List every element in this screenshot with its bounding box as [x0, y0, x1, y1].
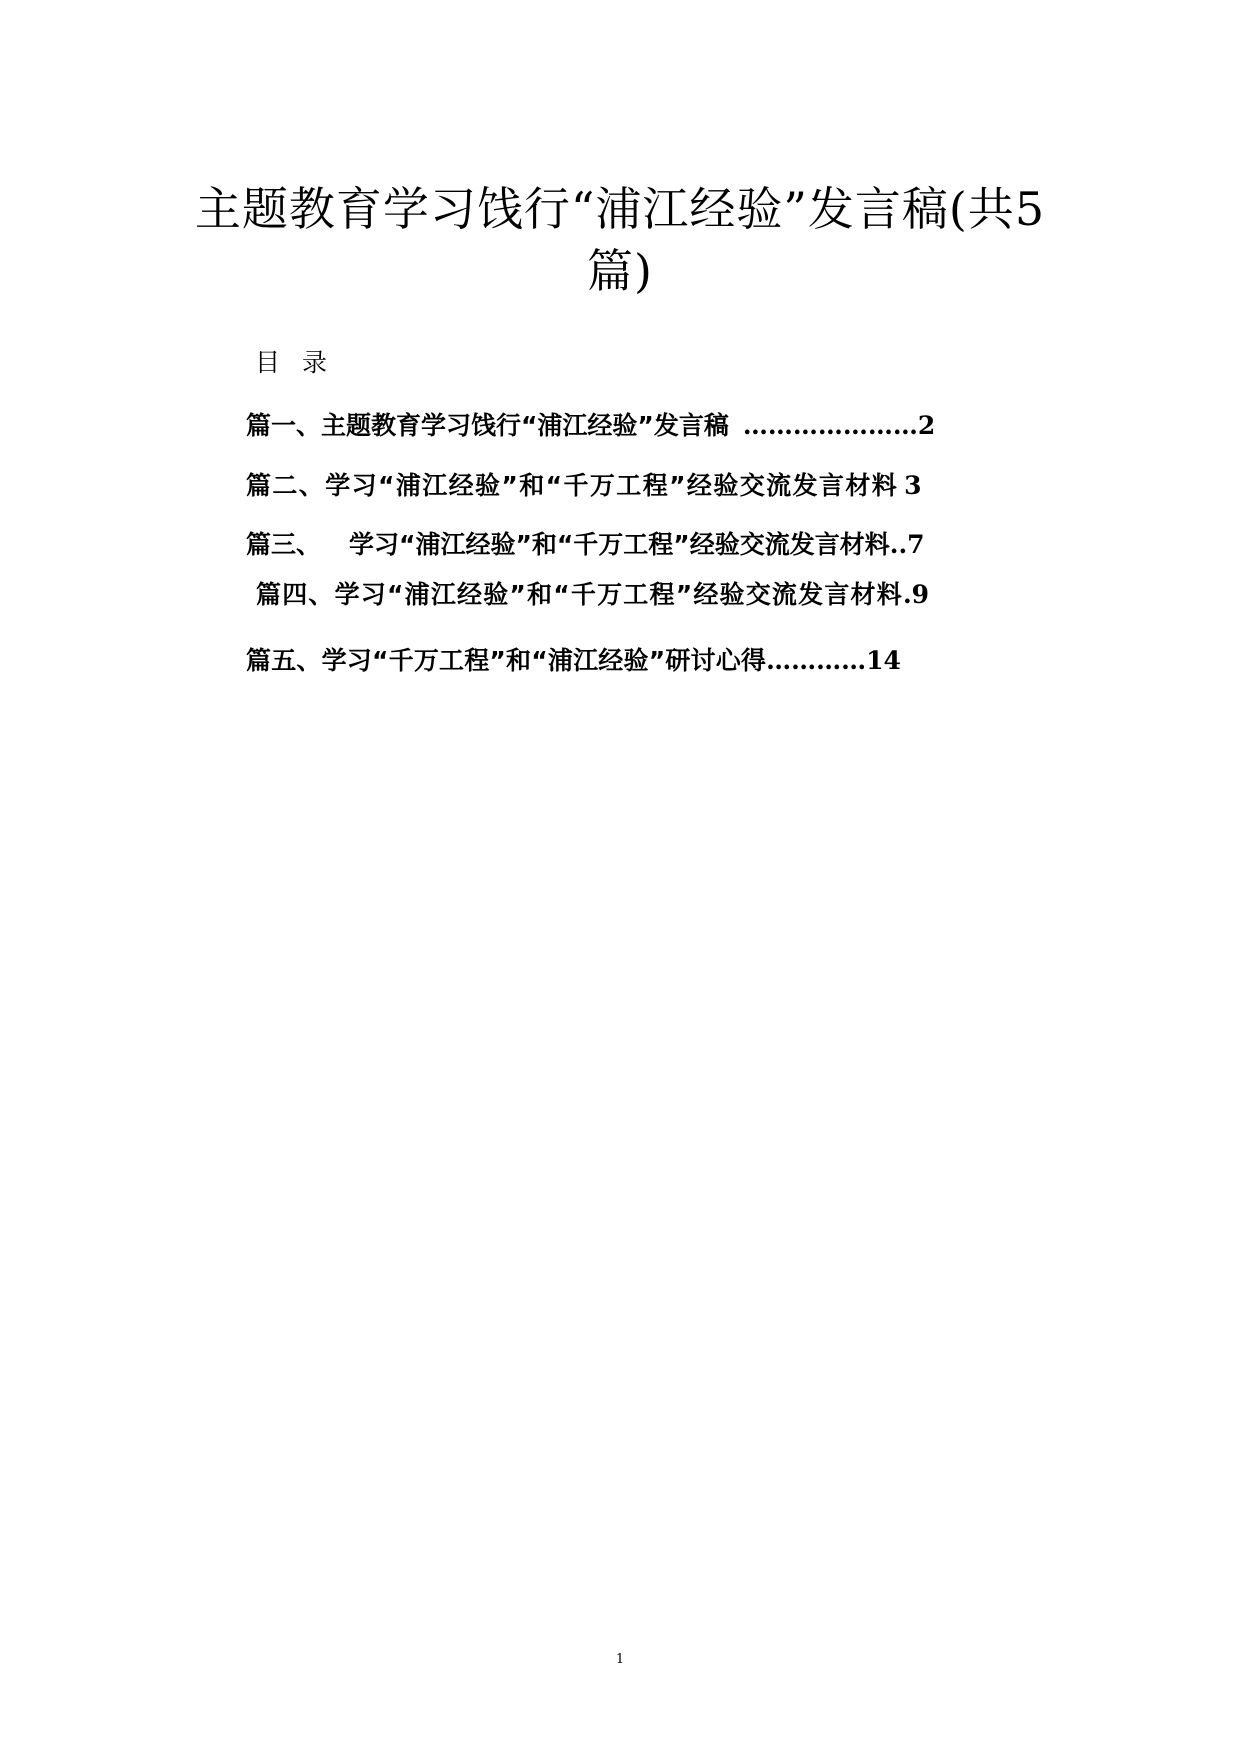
- toc-entry-leader: …………………: [742, 411, 918, 440]
- page-number: 1: [615, 1652, 625, 1667]
- toc-entry-page-number: 2: [917, 411, 936, 440]
- toc-entry-leader: ..: [889, 530, 908, 559]
- toc-entry-leader: …………: [766, 646, 867, 675]
- toc-entry-5[interactable]: [246, 644, 1050, 678]
- toc-entry-label: 篇一、主题教育学习饯行“浦江经验”发言稿: [246, 411, 729, 440]
- toc-entry-label: 篇五、学习“千万工程”和“浦江经验”研讨心得: [246, 646, 767, 675]
- toc-entry-page-number: 7: [907, 530, 925, 559]
- toc-entry-label-prefix: 篇三、: [246, 530, 322, 559]
- toc-entry-3[interactable]: [246, 528, 1050, 562]
- document-title-line-1: 主题教育学习饯行“浦江经验”发言稿(共5: [194, 182, 1046, 236]
- toc-entry-2[interactable]: [246, 469, 1050, 503]
- toc-entry-1[interactable]: [246, 409, 1050, 443]
- toc-entry-page-number: 3: [904, 471, 922, 500]
- toc-entry-label: 学习“浦江经验”和“千万工程”经验交流发言材料: [349, 530, 890, 559]
- toc-entry-page-number: 9: [911, 580, 930, 609]
- toc-entry-page-number: 14: [866, 646, 901, 675]
- toc-heading: 目录: [255, 348, 350, 377]
- document-title-line-2: 篇): [587, 244, 653, 298]
- toc-entry-leader: .: [902, 580, 912, 609]
- toc-entry-label: 篇四、学习“浦江经验”和“千万工程”经验交流发言材料: [256, 580, 903, 609]
- toc-entry-label: 篇二、学习“浦江经验”和“千万工程”经验交流发言材料: [246, 471, 899, 500]
- toc-entry-4[interactable]: [256, 578, 1060, 612]
- document-title: [180, 178, 1060, 302]
